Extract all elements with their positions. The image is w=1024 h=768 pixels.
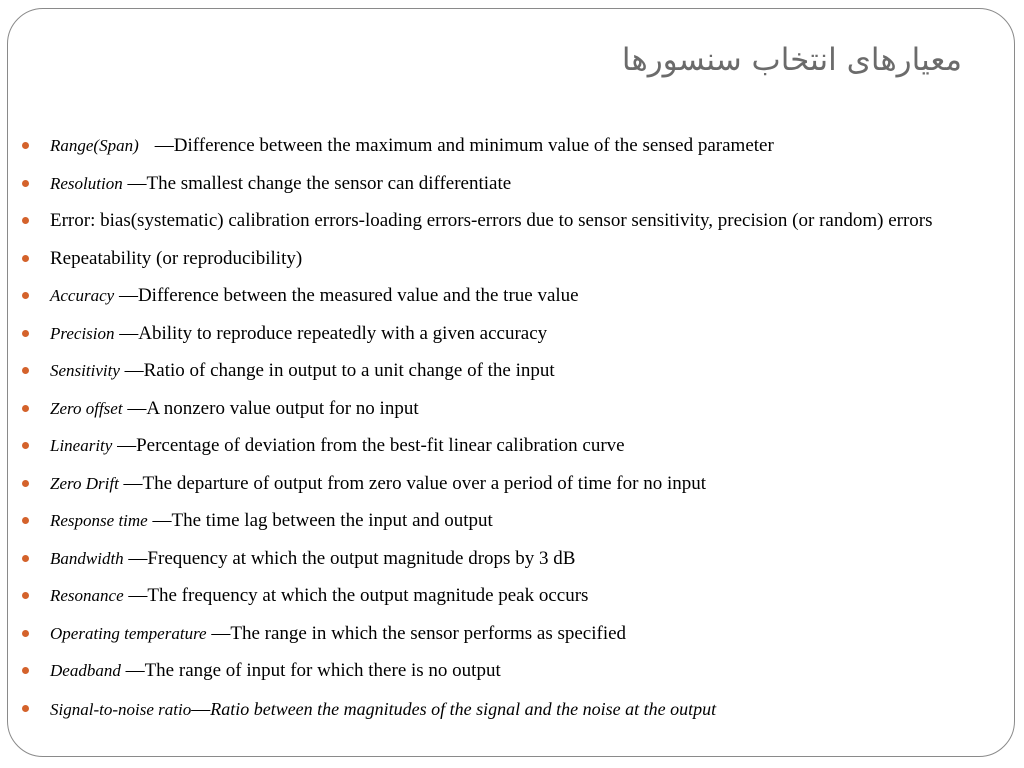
bullet-dot xyxy=(22,255,29,262)
bullet-dot xyxy=(22,480,29,487)
slide-title: معیارهای انتخاب سنسورها xyxy=(621,42,962,78)
dash: — xyxy=(123,472,143,494)
list-item xyxy=(22,432,962,460)
bullet-dot xyxy=(22,367,29,374)
list-item xyxy=(22,582,962,610)
bullet-list xyxy=(22,132,962,733)
list-item xyxy=(22,395,962,423)
bullet-dot xyxy=(22,217,29,224)
list-item xyxy=(22,245,962,273)
term-label: Signal-to-noise ratio xyxy=(50,699,192,719)
bullet-dot xyxy=(22,705,29,712)
bullet-dot xyxy=(22,592,29,599)
list-item xyxy=(22,470,962,498)
bullet-dot xyxy=(22,330,29,337)
dash: — xyxy=(152,510,172,531)
item-text: Error: bias(systematic) calibration errors-loading errors-errors due to sensor sensitivity, precision (or random) errors xyxy=(50,210,933,231)
dash: — xyxy=(125,660,145,681)
term-label: Bandwidth xyxy=(50,548,124,568)
bullet-dot xyxy=(22,180,29,187)
definition-text: Frequency at which the output magnitude drops by 3 dB xyxy=(147,547,576,569)
list-item xyxy=(22,357,962,385)
definition-text: Ratio between the magnitudes of the signal and the noise at the output xyxy=(210,698,717,719)
term-label: Response time xyxy=(50,511,148,530)
term-label: Resonance xyxy=(50,586,124,605)
bullet-dot xyxy=(22,667,29,674)
definition-text: Difference between the measured value and the true value xyxy=(137,285,579,306)
list-item xyxy=(22,170,962,198)
dash: — xyxy=(154,135,174,156)
definition-text: The time lag between the input and output xyxy=(171,510,493,531)
definition-text: Difference between the maximum and minimum value of the sensed parameter xyxy=(173,135,774,156)
dash: — xyxy=(117,435,137,456)
bullet-dot xyxy=(22,442,29,449)
term-label: Zero offset xyxy=(50,398,123,418)
definition-text: The range of input for which there is no output xyxy=(144,660,501,681)
definition-text: The departure of output from zero value over a period of time for no input xyxy=(142,472,707,494)
item-text: Repeatability (or reproducibility) xyxy=(50,247,303,269)
definition-text: The smallest change the sensor can differentiate xyxy=(146,172,512,194)
bullet-dot xyxy=(22,517,29,524)
definition-text: Percentage of deviation from the best-fit linear calibration curve xyxy=(136,435,625,456)
dash: — xyxy=(124,360,144,381)
definition-text: The range in which the sensor performs as specified xyxy=(230,622,627,644)
term-label: Accuracy xyxy=(50,286,115,305)
bullet-dot xyxy=(22,142,29,149)
list-item xyxy=(22,207,962,235)
term-label: Deadband xyxy=(50,661,121,680)
bullet-dot xyxy=(22,630,29,637)
dash: — xyxy=(211,622,231,644)
dash: — xyxy=(119,322,139,344)
definition-text: Ratio of change in output to a unit change of the input xyxy=(143,360,555,381)
list-item xyxy=(22,132,962,160)
list-item xyxy=(22,657,962,685)
bullet-dot xyxy=(22,555,29,562)
list-item xyxy=(22,320,962,348)
list-item xyxy=(22,695,962,724)
definition-text: Ability to reproduce repeatedly with a given accuracy xyxy=(138,322,548,344)
definition-text: The frequency at which the output magnitude peak occurs xyxy=(147,585,589,606)
dash: — xyxy=(127,397,147,419)
dash: — xyxy=(128,547,148,569)
dash: — xyxy=(191,698,211,720)
dash: — xyxy=(118,285,138,306)
definition-text: A nonzero value output for no input xyxy=(146,397,419,419)
bullet-dot xyxy=(22,292,29,299)
term-label: Sensitivity xyxy=(50,361,120,380)
list-item xyxy=(22,282,962,310)
dash: — xyxy=(127,172,147,194)
term-label: Range(Span) xyxy=(50,136,139,155)
term-label: Zero Drift xyxy=(50,473,119,493)
term-label: Precision xyxy=(50,323,115,343)
term-label: Resolution xyxy=(50,173,123,193)
dash: — xyxy=(128,585,148,606)
term-label: Linearity xyxy=(50,436,113,455)
term-label: Operating temperature xyxy=(50,623,207,643)
list-item xyxy=(22,507,962,535)
list-item xyxy=(22,545,962,573)
list-item xyxy=(22,620,962,648)
bullet-dot xyxy=(22,405,29,412)
